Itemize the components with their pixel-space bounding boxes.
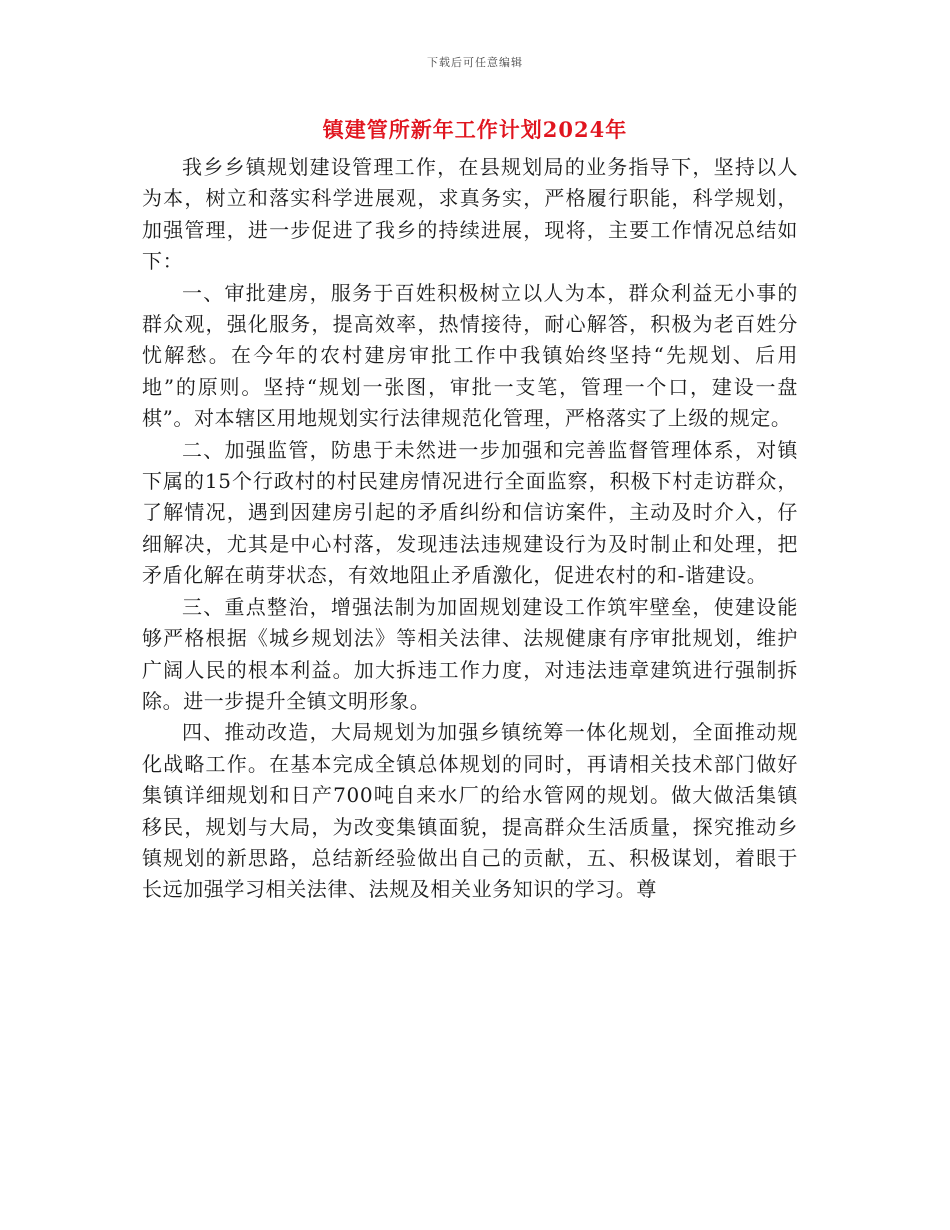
paragraph-section-4: 四、推动改造，大局规划为加强乡镇统筹一体化规划，全面推动规化战略工作。在基本完成全镇总体规划的同时，再请相关技术部门做好集镇详细规划和日产700吨自来水厂的给水管网的规划。做大做活集镇移民，规划与大局，为改变集镇面貌，提高群众生活质量，探究推动乡镇规划的新思路，总结新经验做出自己的贡献，五、积极谋划，着眼于长远加强学习相关法律、法规及相关业务知识的学习。尊 bbox=[142, 720, 798, 902]
header-note: 下载后可任意编辑 bbox=[427, 56, 523, 69]
paragraph-section-3: 三、重点整治，增强法制为加固规划建设工作筑牢壁垒，使建设能够严格根据《城乡规划法》等相关法律、法规健康有序审批规划，维护广阔人民的根本利益。加大拆违工作力度，对违法违章建筑进行强制拆除。进一步提升全镇文明形象。 bbox=[142, 594, 798, 713]
document-body bbox=[142, 152, 798, 906]
paragraph-section-1: 一、审批建房，服务于百姓积极树立以人为本，群众利益无小事的群众观，强化服务，提高效率，热情接待，耐心解答，积极为老百姓分忧解愁。在今年的农村建房审批工作中我镇始终坚持“先规划、后用地”的原则。坚持“规划一张图，审批一支笔，管理一个口，建设一盘棋”。对本辖区用地规划实行法律规范化管理，严格落实了上级的规定。 bbox=[142, 280, 798, 431]
document-title: 镇建管所新年工作计划2024年 bbox=[322, 117, 628, 142]
paragraph-section-2: 二、加强监管，防患于未然进一步加强和完善监督管理体系，对镇下属的15个行政村的村民建房情况进行全面监察，积极下村走访群众，了解情况，遇到因建房引起的矛盾纠纷和信访案件，主动及时介入，仔细解决，尤其是中心村落，发现违法违规建设行为及时制止和处理，把矛盾化解在萌芽状态，有效地阻止矛盾激化，促进农村的和-谐建设。 bbox=[142, 437, 798, 588]
paragraph-intro: 我乡乡镇规划建设管理工作，在县规划局的业务指导下，坚持以人为本，树立和落实科学进展观，求真务实，严格履行职能，科学规划，加强管理，进一步促进了我乡的持续进展，现将，主要工作情况总结如下： bbox=[142, 155, 798, 274]
